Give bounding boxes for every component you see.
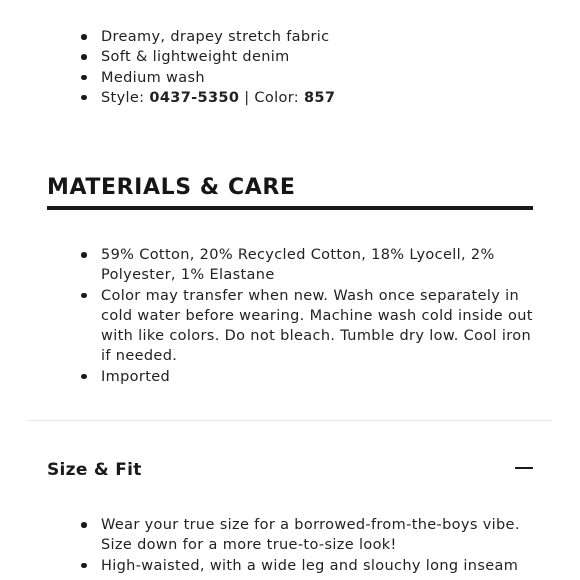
list-item: Dreamy, drapey stretch fabric [0,27,580,47]
list-item: High-waisted, with a wide leg and slouchy long inseam [0,556,580,576]
style-value: 0437-5350 [149,89,240,106]
section-rule [47,206,533,210]
separator: | [239,89,255,106]
list-item: Color may transfer when new. Wash once separately in cold water before wearing. Machine wash cold inside out with like colors. Do not bleach. Tumble dry low. Cool iron if needed. [0,286,580,367]
color-label: Color: [254,89,304,106]
size-fit-list [0,515,580,576]
list-item: 59% Cotton, 20% Recycled Cotton, 18% Lyocell, 2% Polyester, 1% Elastane [0,245,580,286]
materials-care-heading: MATERIALS & CARE [47,175,296,200]
list-item: Medium wash [0,68,580,88]
size-fit-heading: Size & Fit [47,460,142,480]
size-fit-accordion-toggle[interactable] [47,456,533,484]
features-list [0,27,580,108]
list-item: Imported [0,367,580,387]
list-item: Soft & lightweight denim [0,47,580,67]
style-label: Style: [101,89,150,106]
divider [28,420,552,421]
color-value: 857 [303,89,336,106]
style-color-item [0,88,580,108]
materials-list [0,245,580,387]
minus-icon[interactable] [515,467,533,469]
list-item: Wear your true size for a borrowed-from-the-boys vibe. Size down for a more true-to-size look! [0,515,580,556]
